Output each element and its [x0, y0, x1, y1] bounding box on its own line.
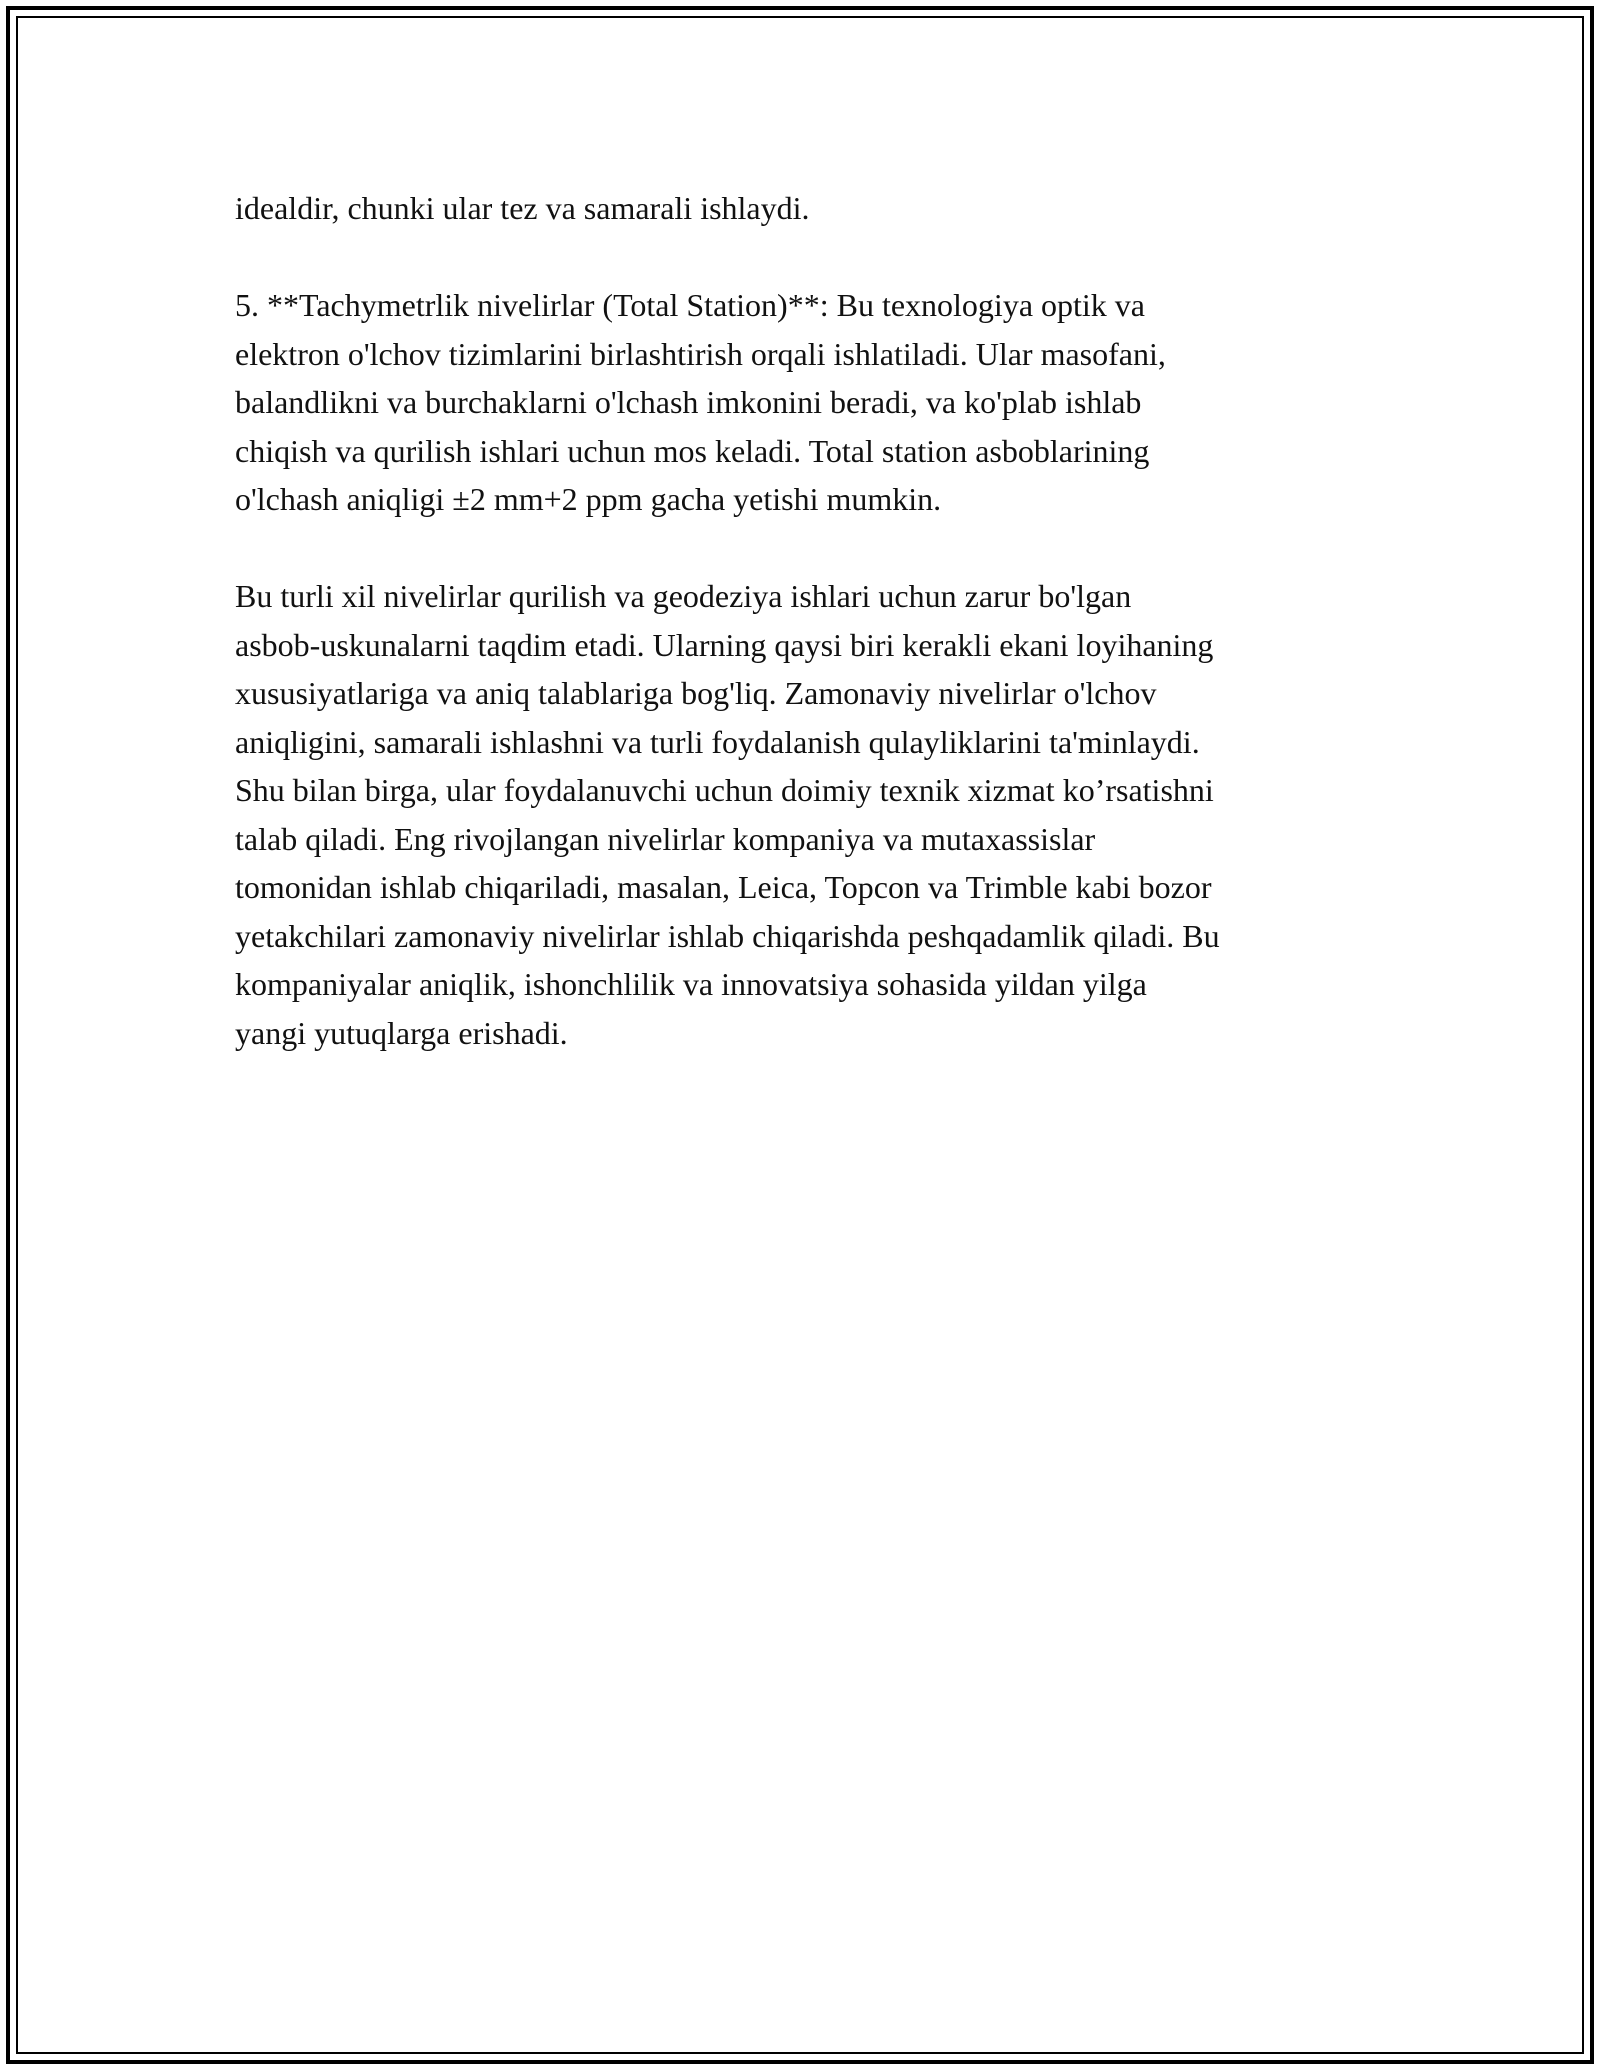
- text-line: balandlikni va burchaklarni o'lchash imkonini beradi, va ko'plab ishlab: [235, 384, 1142, 420]
- text-line: Shu bilan birga, ular foydalanuvchi uchun doimiy texnik xizmat ko’rsatishni: [235, 772, 1214, 808]
- text-line: chiqish va qurilish ishlari uchun mos keladi. Total station asboblarining: [235, 432, 1150, 469]
- text-line: 5. **Tachymetrlik nivelirlar (Total Station)**: Bu texnologiya optik va: [235, 287, 1145, 323]
- text-line: idealdir, chunki ular tez va samarali ishlaydi.: [235, 190, 810, 226]
- text-line: yangi yutuqlarga erishadi.: [235, 1014, 568, 1051]
- paragraph-total-station: [235, 281, 1375, 524]
- text-line: Bu turli xil nivelirlar qurilish va geodeziya ishlari uchun zarur bo'lgan: [235, 578, 1132, 614]
- text-line: talab qiladi. Eng rivojlangan nivelirlar kompaniya va mutaxassislar: [235, 820, 1096, 857]
- text-line: xususiyatlariga va aniq talablariga bog'liq. Zamonaviy nivelirlar o'lchov: [235, 675, 1157, 711]
- text-line: aniqligini, samarali ishlashni va turli foydalanish qulayliklarini ta'minlaydi.: [235, 723, 1200, 760]
- paragraph-conclusion: [235, 572, 1375, 1057]
- text-line: kompaniyalar aniqlik, ishonchlilik va innovatsiya sohasida yildan yilga: [235, 966, 1147, 1002]
- text-line: tomonidan ishlab chiqariladi, masalan, Leica, Topcon va Trimble kabi bozor: [235, 869, 1212, 905]
- document-body: [235, 184, 1375, 1106]
- text-line: asbob-uskunalarni taqdim etadi. Ularning qaysi biri kerakli ekani loyihaning: [235, 626, 1214, 663]
- text-line: o'lchash aniqligi ±2 mm+2 ppm gacha yetishi mumkin.: [235, 481, 942, 517]
- paragraph-continuation: [235, 184, 1375, 233]
- text-line: elektron o'lchov tizimlarini birlashtirish orqali ishlatiladi. Ular masofani,: [235, 335, 1166, 372]
- text-line: yetakchilari zamonaviy nivelirlar ishlab chiqarishda peshqadamlik qiladi. Bu: [235, 917, 1220, 954]
